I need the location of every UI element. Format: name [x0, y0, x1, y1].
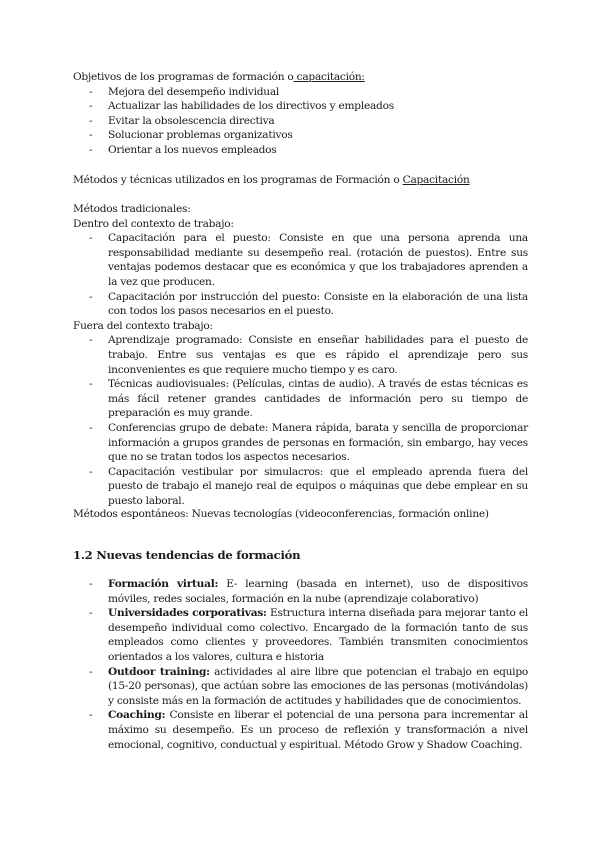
list-item: - Capacitación vestibular por simulacros: que el empleado aprenda fuera del puesto de trabajo el manejo real de equipos o máquinas que debe emplear en su puesto laboral. [73, 465, 528, 509]
tendencias-section [73, 577, 528, 752]
list-item: - Formación virtual: E- learning (basada en internet), uso de dispositivos móviles, redes sociales, formación en la nube (aprendizaje colaborativo) [73, 577, 528, 606]
tradicionales-label: Métodos tradicionales: [73, 203, 191, 215]
term-coaching: Coaching: [108, 709, 166, 722]
list-item: - Evitar la obsolescencia directiva [73, 114, 528, 129]
list-item: - Capacitación por instrucción del puesto: Consiste en la elaboración de una lista con todos los pasos necesarios en el puesto. [73, 290, 528, 319]
list-item: - Actualizar las habilidades de los directivos y empleados [73, 99, 528, 114]
objetivos-section [73, 70, 528, 158]
list-item: - Outdoor training: actividades al aire libre que potencian el trabajo en equipo (15-20 personas), que actúan sobre las emociones de las personas (motivándolas) y consiste más en la formación de actitudes y habilidades que de conocimientos. [73, 665, 528, 709]
list-item: - Coaching: Consiste en liberar el potencial de una persona para incrementar al máximo su desempeño. Es un proceso de reflexión y transformación a nivel emocional, cognitivo, conductual y espiritual. Método Grow y Shadow Coaching. [73, 708, 528, 752]
tendencias-list [73, 577, 528, 752]
list-item: - Capacitación para el puesto: Consiste en que una persona aprenda una responsabilidad mediante su desempeño real. (rotación de puestos). Entre sus ventajas podemos destacar que es económica y que los trabajadores aprenden a la vez que producen. [73, 231, 528, 289]
capacitacion-underlined: Capacitación [402, 174, 470, 186]
list-item: - Conferencias grupo de debate: Manera rápida, barata y sencilla de proporcionar información a grupos grandes de personas en formación, sin embargo, hay veces que no se tratan todos los aspectos necesarios. [73, 421, 528, 465]
dentro-label: Dentro del contexto de trabajo: [73, 217, 234, 230]
fuera-label: Fuera del contexto trabajo: [73, 319, 213, 332]
metodos-section-title: Métodos y técnicas utilizados en los programas de Formación o Capacitación [73, 174, 470, 186]
dentro-list [73, 231, 528, 319]
list-item: - Orientar a los nuevos empleados [73, 143, 528, 158]
fuera-list [73, 333, 528, 508]
objetivos-list [73, 85, 528, 158]
list-item: - Técnicas audiovisuales: (Películas, cintas de audio). A través de estas técnicas es más fácil retener grandes cantidades de información pero su tiempo de preparación es muy grande. [73, 377, 528, 421]
list-item: - Universidades corporativas: Estructura interna diseñada para mejorar tanto el desempeño individual como colectivo. Encargado de la formación tanto de sus empleados como clientes y proveedores. También transmiten conocimientos orientados a los valores, cultura e historia [73, 606, 528, 664]
list-item: - Aprendizaje programado: Consiste en enseñar habilidades para el puesto de trabajo. Entre sus ventajas es que es rápido el aprendizaje pero sus inconvenientes es que requiere mucho tiempo y es caro. [73, 333, 528, 377]
tradicionales-section [73, 202, 528, 508]
list-item: - Mejora del desempeño individual [73, 85, 528, 100]
capacitacion-underlined: capacitación: [293, 71, 365, 83]
tendencias-heading: 1.2 Nuevas tendencias de formación [73, 548, 301, 562]
objetivos-title: Objetivos de los programas de formación o capacitación: [73, 71, 365, 83]
term-universidades-corporativas: Universidades corporativas: [108, 607, 267, 620]
term-formacion-virtual: Formación virtual: [108, 578, 219, 590]
list-item: - Solucionar problemas organizativos [73, 128, 528, 143]
espontaneos-line: Métodos espontáneos: Nuevas tecnologías (videoconferencias, formación online) [73, 508, 489, 520]
term-outdoor-training: Outdoor training: [108, 665, 210, 678]
